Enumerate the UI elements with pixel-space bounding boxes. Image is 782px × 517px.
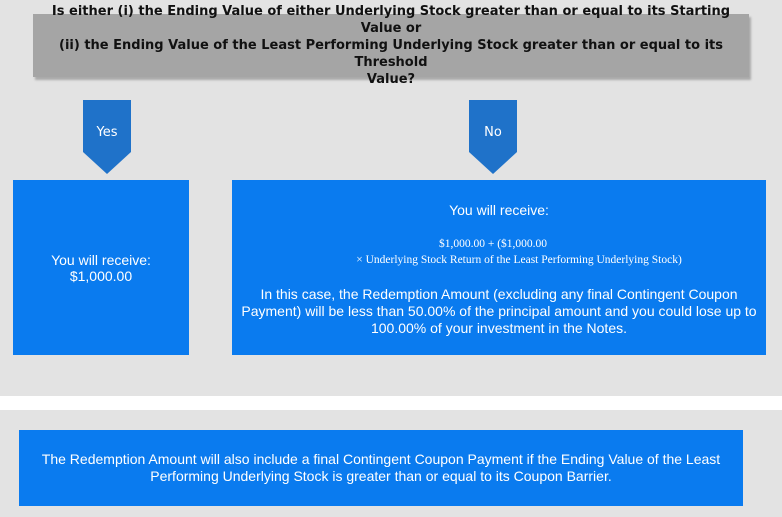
question-line-2: (ii) the Ending Value of the Least Performing Underlying Stock greater than or equal to its Threshold: [59, 38, 723, 70]
formula-line-2: × Underlying Stock Return of the Least Performing Underlying Stock): [356, 254, 682, 266]
yes-outcome-box: [13, 180, 189, 355]
yes-amount: $1,000.00: [69, 267, 133, 284]
yes-receive-text: You will receive:: [51, 251, 151, 268]
question-text: [39, 3, 743, 88]
question-line-1: Is either (i) the Ending Value of either Underlying Stock greater than or equal to its Starting Value or: [51, 4, 731, 36]
no-label: No: [484, 125, 502, 140]
yes-arrow: [83, 100, 131, 176]
footer-note-text: The Redemption Amount will also include a final Contingent Coupon Payment if the Ending Value of the Least Performing Underlying Stock is greater than or equal to its Coupon Barrier.: [41, 451, 721, 484]
no-outcome-box: [232, 180, 766, 355]
loss-warning-text: In this case, the Redemption Amount (excluding any final Contingent Coupon Payment) will be less than 50.00% of the principal amount and you could lose up to 100.00% of your investment in the Notes.: [241, 286, 757, 336]
question-box: [33, 4, 749, 87]
footer-note-box: [19, 430, 743, 506]
no-receive-text: You will receive:: [449, 202, 549, 218]
formula-line-1: $1,000.00 + ($1,000.00: [438, 238, 548, 250]
redemption-formula: [232, 236, 766, 268]
yes-label: Yes: [96, 125, 118, 140]
no-arrow: [469, 100, 517, 176]
question-line-3: Value?: [366, 72, 416, 87]
